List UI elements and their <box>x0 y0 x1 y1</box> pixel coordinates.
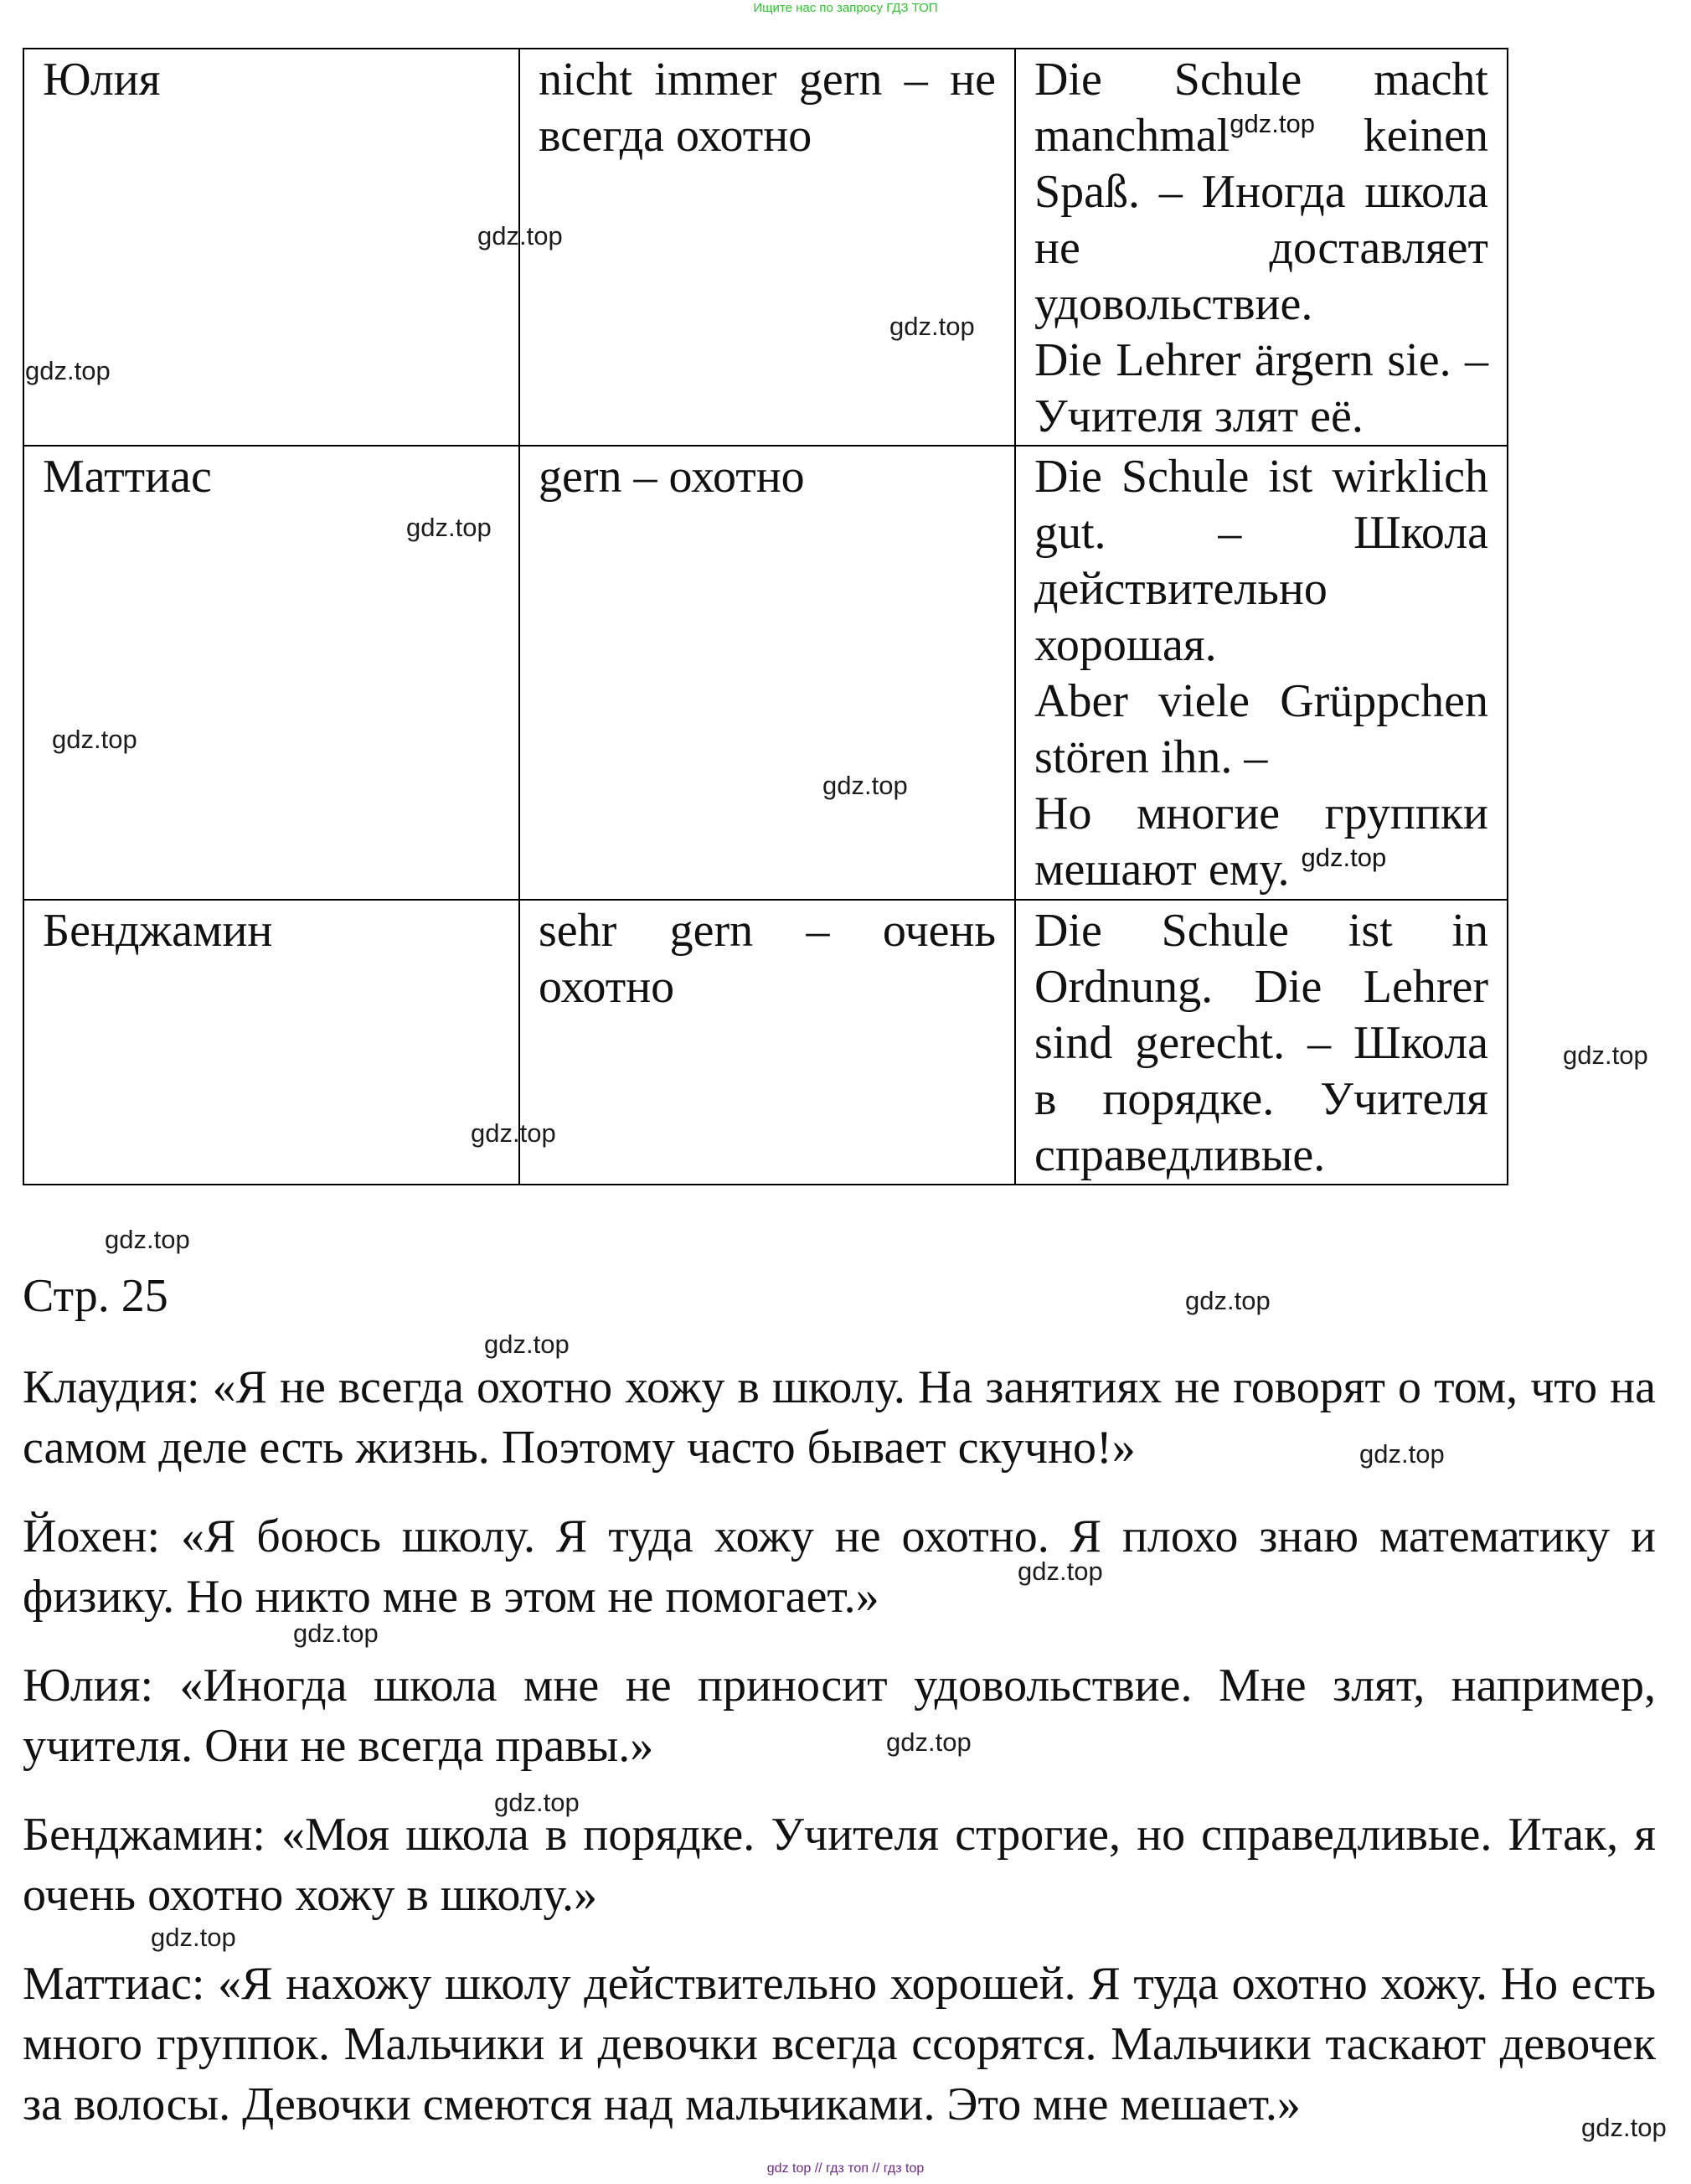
watermark: gdz.top <box>105 1225 190 1254</box>
attitude-cell: sehr gern – очень охотно <box>519 900 1015 1185</box>
name-cell: Бенджамин <box>23 900 519 1185</box>
watermark: gdz.top <box>1018 1557 1103 1586</box>
reasons-cell <box>1015 446 1508 900</box>
watermark: gdz.top <box>477 221 563 250</box>
reason-text: Aber viele Grüppchen stören ihn. – <box>1034 675 1488 783</box>
watermark: gdz.top <box>471 1118 556 1148</box>
statement-benjamin: Бенджамин: «Моя школа в порядке. Учителя строгие, но справедливые. Итак, я очень охотно хожу в школу.» <box>23 1809 1656 1921</box>
reason-text: Die Lehrer ärgern sie. – Учителя злят её. <box>1034 334 1488 442</box>
watermark: gdz.top <box>889 312 975 341</box>
statement-julia: Юлия: «Иногда школа мне не приносит удовольствие. Мне злят, например, учителя. Они не всегда правы.» <box>23 1660 1656 1772</box>
watermark: gdz.top <box>151 1923 236 1952</box>
watermark: gdz.top <box>52 725 137 754</box>
watermark: gdz.top <box>1230 109 1315 138</box>
watermark: gdz.top <box>1359 1439 1445 1469</box>
attitude-cell: gern – охотно <box>519 446 1015 900</box>
reason-text <box>1034 786 1488 898</box>
watermark: gdz.top <box>1581 2113 1667 2142</box>
summary-table <box>23 48 1508 1185</box>
footer: gdz top // гдз топ // гдз top <box>766 2161 925 2176</box>
watermark: gdz.top <box>293 1619 379 1648</box>
watermark: gdz.top <box>25 356 111 385</box>
table-row <box>23 49 1508 446</box>
statement-claudia: Клаудия: «Я не всегда охотно хожу в школу. На занятиях не говорят о том, что на самом деле есть жизнь. Поэтому часто бывает скучно!» <box>23 1361 1656 1474</box>
reasons-cell <box>1015 49 1508 446</box>
watermark: gdz.top <box>1301 843 1387 872</box>
statement-jochen: Йохен: «Я боюсь школу. Я туда хожу не охотно. Я плохо знаю математику и физику. Но никто мне в этом не помогает.» <box>23 1510 1656 1623</box>
reason-text: Но многие группки мешают ему. <box>1034 787 1488 896</box>
watermark: gdz.top <box>822 771 908 800</box>
reason-text: Die Schule ist in Ordnung. Die Lehrer sind gerecht. – Школа в порядке. Учителя справедливые. <box>1034 905 1488 1181</box>
watermark: gdz.top <box>406 513 492 542</box>
reason-text: keinen Spaß. – Иногда школа не доставляет удовольствие. <box>1034 110 1488 330</box>
table-row <box>23 446 1508 900</box>
reason-text <box>1034 52 1488 333</box>
page-label: Стр. 25 <box>23 1270 168 1322</box>
watermark: gdz.top <box>886 1727 972 1757</box>
name-cell: Юлия <box>23 49 519 446</box>
name-cell: Маттиас <box>23 446 519 900</box>
top-banner: Ищите нас по запросу ГДЗ ТОП <box>753 1 938 15</box>
watermark: gdz.top <box>1563 1040 1648 1070</box>
reason-text: Die Schule ist wirklich gut. – Школа действительно хорошая. <box>1034 451 1488 671</box>
watermark: gdz.top <box>494 1788 580 1817</box>
reason-text: Die Schule macht manchmal <box>1034 54 1488 162</box>
watermark: gdz.top <box>1185 1286 1271 1315</box>
statement-mattias: Маттиас: «Я нахожу школу действительно хорошей. Я туда охотно хожу. Но есть много группок. Мальчики и девочки всегда ссорятся. Мальчики таскают девочек за волосы. Девочки смеются над мальчиками. Это мне мешает.» <box>23 1958 1656 2130</box>
reasons-cell <box>1015 900 1508 1185</box>
watermark: gdz.top <box>484 1330 570 1359</box>
attitude-cell: nicht immer gern – не всегда охотно <box>519 49 1015 446</box>
table-row <box>23 900 1508 1185</box>
